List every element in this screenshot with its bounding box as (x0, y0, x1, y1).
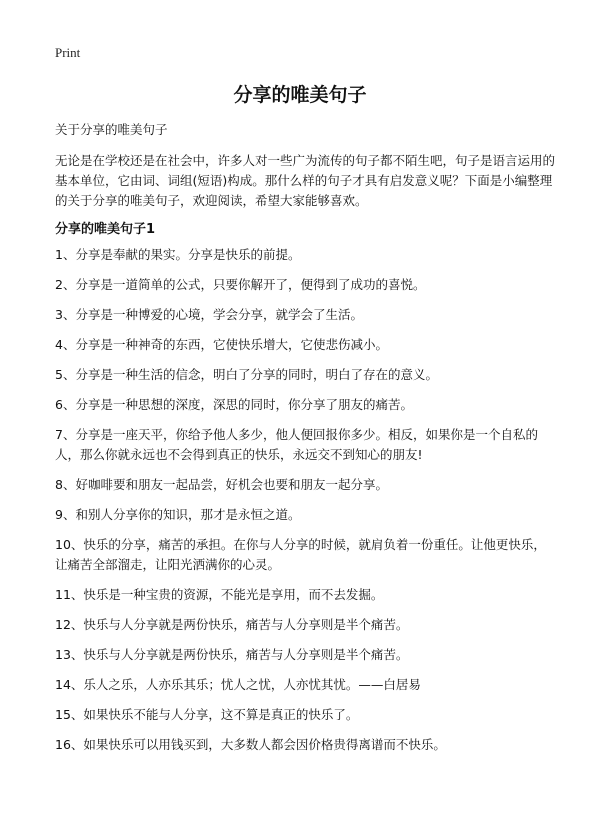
sentence-item: 16、如果快乐可以用钱买到，大多数人都会因价格贵得离谱而不快乐。 (55, 737, 446, 752)
sentence-item: 2、分享是一道简单的公式，只要你解开了，便得到了成功的喜悦。 (55, 277, 426, 292)
sentence-list (55, 245, 555, 765)
sentence-item: 4、分享是一种神奇的东西，它使快乐增大，它使悲伤减小。 (55, 337, 388, 352)
sentence-item: 13、快乐与人分享就是两份快乐，痛苦与人分享则是半个痛苦。 (55, 647, 409, 662)
sentence-item: 8、好咖啡要和朋友一起品尝，好机会也要和朋友一起分享。 (55, 477, 388, 492)
sentence-item: 7、分享是一座天平，你给予他人多少，他人便回报你多少。相反，如果你是一个自私的人，那么你就永远也不会得到真正的快乐，永远交不到知心的朋友! (55, 427, 538, 462)
page-title: 分享的唯美句子 (233, 84, 367, 106)
sentence-item: 10、快乐的分享，痛苦的承担。在你与人分享的时候，就肩负着一份重任。让他更快乐，让痛苦全部溜走，让阳光洒满你的心灵。 (55, 537, 546, 572)
sentence-item: 11、快乐是一种宝贵的资源，不能光是享用，而不去发掘。 (55, 587, 384, 602)
subtitle: 关于分享的唯美句子 (55, 122, 168, 137)
sentence-item: 5、分享是一种生活的信念，明白了分享的同时，明白了存在的意义。 (55, 367, 438, 382)
print-link[interactable]: Print (55, 45, 81, 60)
sentence-item: 12、快乐与人分享就是两份快乐，痛苦与人分享则是半个痛苦。 (55, 617, 409, 632)
sentence-item: 14、乐人之乐，人亦乐其乐；忧人之忧，人亦忧其忧。——白居易 (55, 677, 421, 692)
sentence-item: 6、分享是一种思想的深度，深思的同时，你分享了朋友的痛苦。 (55, 397, 413, 412)
sentence-item: 9、和别人分享你的知识，那才是永恒之道。 (55, 507, 301, 522)
sentence-item: 1、分享是奉献的果实。分享是快乐的前提。 (55, 247, 301, 262)
sentence-item: 15、如果快乐不能与人分享，这不算是真正的快乐了。 (55, 707, 359, 722)
intro-paragraph: 无论是在学校还是在社会中，许多人对一些广为流传的句子都不陌生吧，句子是语言运用的基本单位，它由词、词组(短语)构成。那什么样的句子才具有启发意义呢？下面是小编整理的关于分享的唯美句子，欢迎阅读，希望大家能够喜欢。 (55, 153, 556, 208)
sentence-item: 3、分享是一种博爱的心境，学会分享，就学会了生活。 (55, 307, 363, 322)
section-heading: 分享的唯美句子1 (55, 222, 156, 237)
